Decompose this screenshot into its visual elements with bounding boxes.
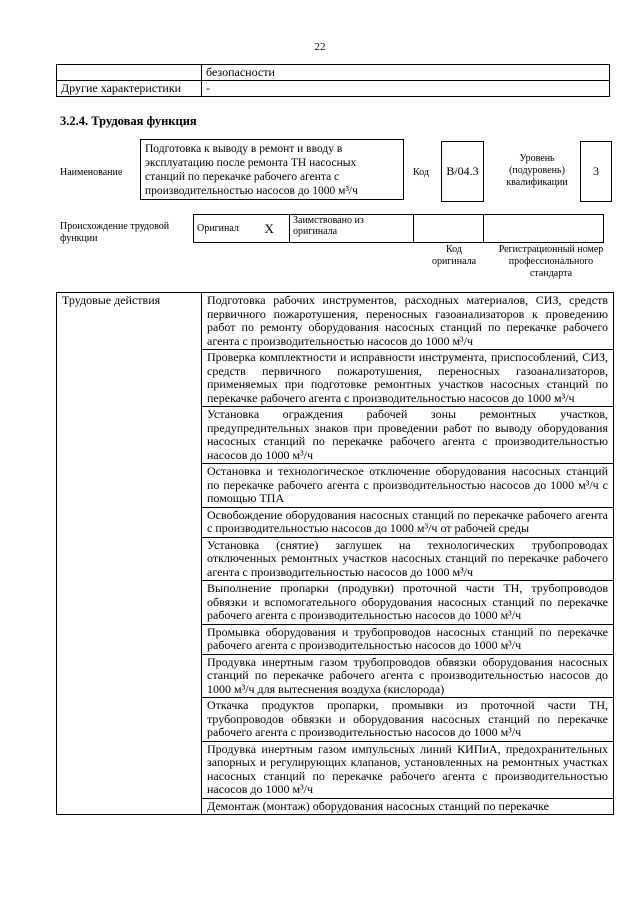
labor-action: Подготовка рабочих инструментов, расходных материалов, СИЗ, средств первичного пожаротушения, переносных газоанализаторов к проведению работ по ремонту оборудования насосных станций по перекачке рабочего агента с производительностью насосов до 1000 м³/ч [202,293,614,350]
labor-action: Выполнение пропарки (продувки) проточной части ТН, трубопроводов обвязки и вспомогательного оборудования насосных станций по перекачке рабочего агента с производительностью насосов до 1000 м³/ч [202,581,614,625]
table-row [57,293,614,350]
original-mark: X [250,215,290,243]
reg-number-cell [484,215,604,243]
row-value: безопасности [202,65,610,81]
reg-number-caption: Регистрационный номер профессионального стандарта [498,244,604,279]
code-label: Код [413,167,429,178]
original-label: Оригинал [194,215,250,243]
origin-table [193,214,604,243]
code-original-caption: Код оригинала [431,244,477,267]
characteristics-table [56,64,610,97]
labor-action: Продувка инертным газом импульсных линий КИПиА, предохранительных запорных и регулирующих клапанов, установленных на ремонтных участках насосных станций по перекачке рабочего агента с производительностью насосов до 1000 м³/ч [202,741,614,798]
table-row [194,215,604,243]
level-value: 3 [580,141,612,202]
labor-action: Откачка продуктов пропарки, промывки из проточной части ТН, трубопроводов обвязки и оборудования насосных станций по перекачке рабочего агента с производительностью насосов до 1000 м³/ч [202,698,614,742]
labor-action: Остановка и технологическое отключение оборудования насосных станций по перекачке рабочего агента с производительностью насосов до 1000 м³/ч с помощью ТПА [202,464,614,508]
labor-action: Демонтаж (монтаж) оборудования насосных станций по перекачке [202,798,614,815]
labor-action: Продувка инертным газом трубопроводов обвязки оборудования насосных станций по перекачке рабочего агента с производительностью насосов до 1000 м³/ч для вытеснения воздуха (кислорода) [202,654,614,698]
labor-action: Освобождение оборудования насосных станций по перекачке рабочего агента с производительностью насосов до 1000 м³/ч от рабочей среды [202,507,614,537]
labor-action: Проверка комплектности и исправности инструмента, приспособлений, СИЗ, средств первичного пожаротушения, переносных газоанализаторов, применяемых при подготовке ремонтных участков насосных станций по перекачке рабочего агента с производительностью насосов до 1000 м³/ч [202,350,614,407]
code-original-cell [414,215,484,243]
labor-action: Промывка оборудования и трубопроводов насосных станций по перекачке рабочего агента с производительностью насосов до 1000 м³/ч [202,624,614,654]
labor-action: Установка ограждения рабочей зоны ремонтных участков, предупредительных знаков при проведении работ по выводу оборудования насосных станций по перекачке рабочего агента с производительностью насосов до 1000 м³/ч [202,407,614,464]
row-value: - [202,81,610,97]
labor-actions-label: Трудовые действия [57,293,202,815]
labor-actions-table [56,292,614,815]
code-value: B/04.3 [441,141,484,202]
level-label: Уровень (подуровень) квалификации [506,153,568,188]
table-row [57,81,610,97]
naming-label: Наименование [60,167,123,178]
section-title: 3.2.4. Трудовая функция [60,114,197,128]
borrowed-label: Заимствовано из оригинала [290,215,414,243]
table-row [57,65,610,81]
origin-label: Происхождение трудовой функции [60,221,170,244]
row-label [57,65,202,81]
labor-action: Установка (снятие) заглушек на технологических трубопроводах отключенных ремонтных участков насосных станций по перекачке рабочего агента с производительностью насосов до 1000 м³/ч [202,537,614,581]
row-label: Другие характеристики [57,81,202,97]
function-name: Подготовка к выводу в ремонт и вводу в эксплуатацию после ремонта ТН насосных станций по перекачке рабочего агента с производительностью насосов до 1000 м³/ч [140,139,404,200]
page-number: 22 [314,41,326,53]
